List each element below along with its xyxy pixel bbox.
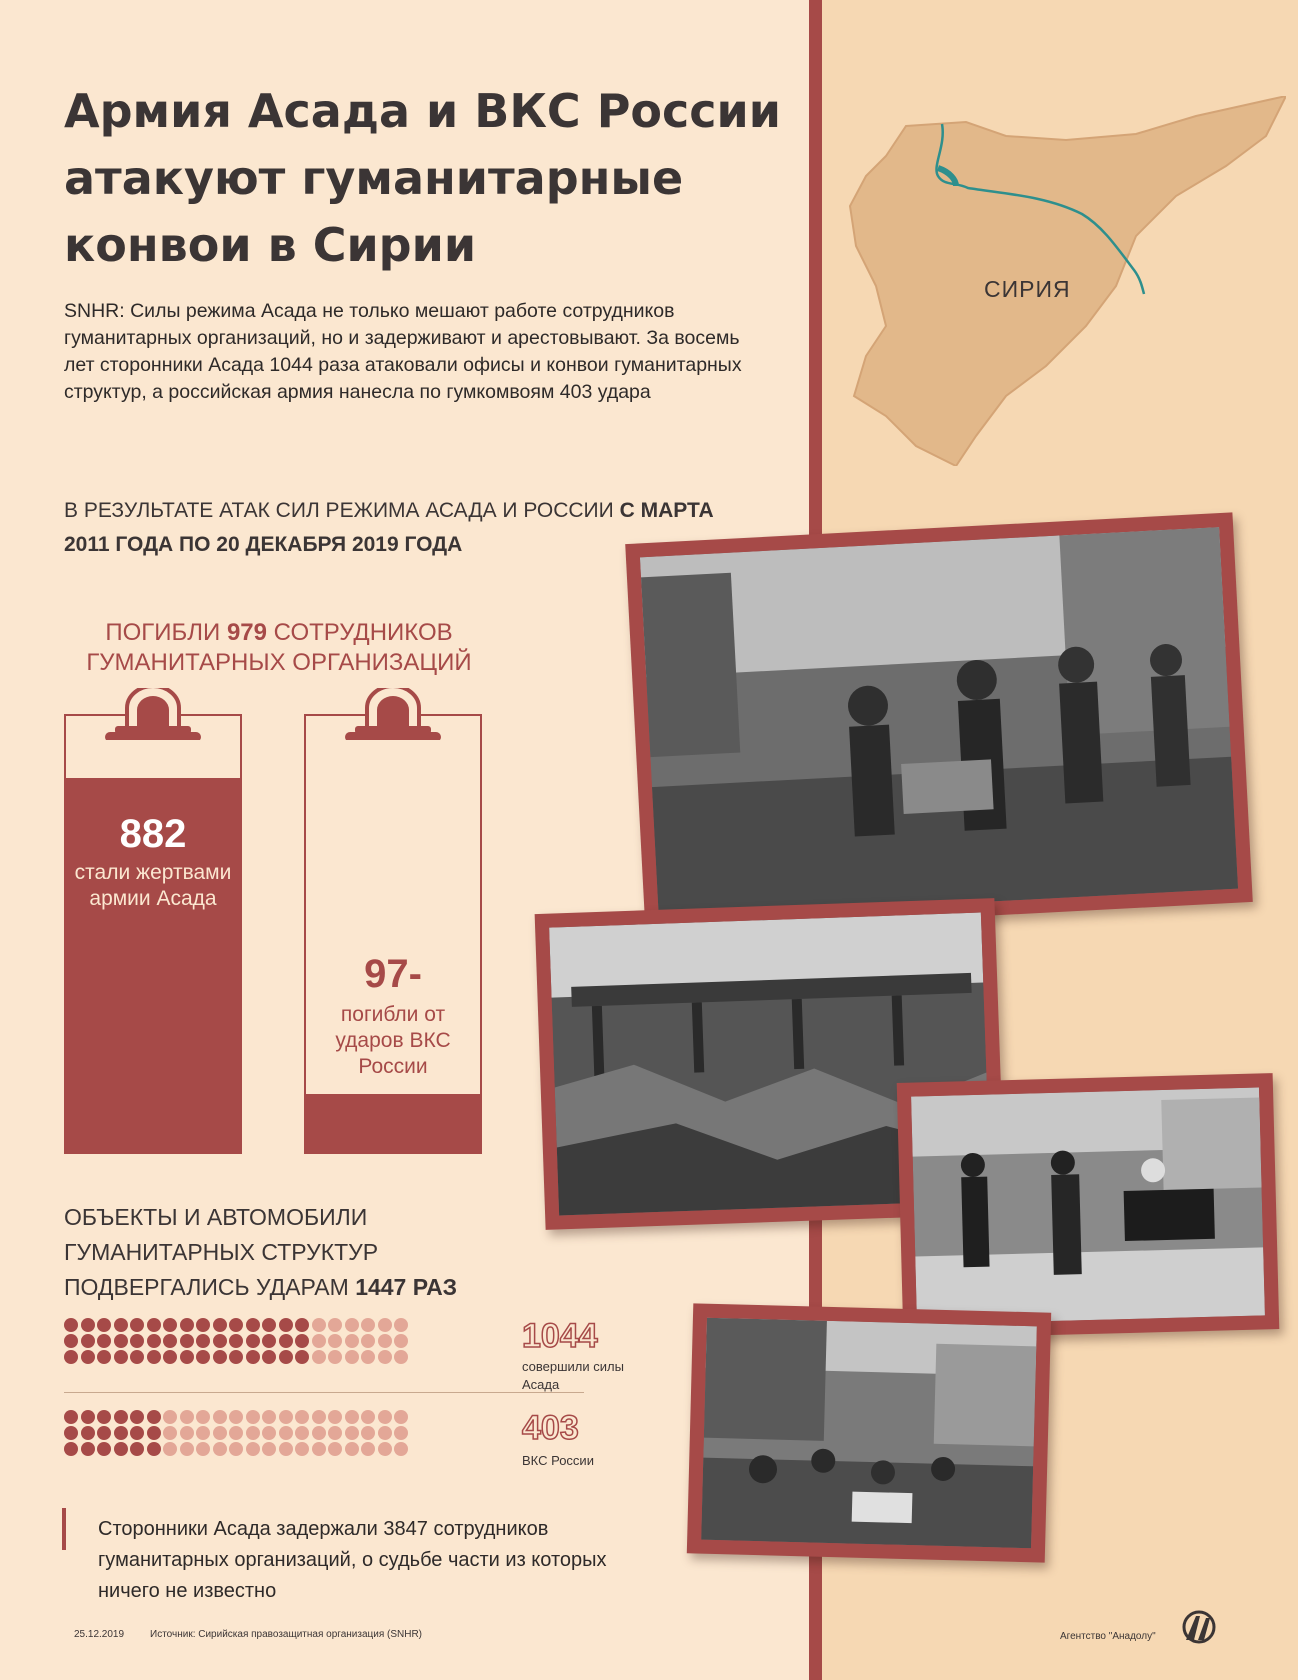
hit-dot: [147, 1426, 161, 1440]
hit-dot: [279, 1350, 293, 1364]
hit-dot: [213, 1318, 227, 1332]
hit-dot: [312, 1334, 326, 1348]
hit-dot: [147, 1350, 161, 1364]
hit-dot: [295, 1442, 309, 1456]
hit-dot: [163, 1410, 177, 1424]
hit-dot: [279, 1426, 293, 1440]
hit-dot: [246, 1442, 260, 1456]
photo-crowd-street-image: [701, 1318, 1037, 1549]
assad-hits-label: совершили силы Асада: [522, 1359, 624, 1392]
hit-dot: [81, 1350, 95, 1364]
hit-dot: [328, 1334, 342, 1348]
hit-dot: [114, 1442, 128, 1456]
hit-dot: [81, 1334, 95, 1348]
hit-dot: [229, 1350, 243, 1364]
hit-dot: [361, 1410, 375, 1424]
hit-dot: [163, 1442, 177, 1456]
hit-dot: [81, 1410, 95, 1424]
hit-dot: [180, 1442, 194, 1456]
page-title: Армия Асада и ВКС России атакуют гуманитарные конвои в Сирии: [64, 84, 782, 272]
dots-separator: [64, 1392, 584, 1393]
assad-victims-column: [64, 714, 242, 1154]
hit-dot: [97, 1410, 111, 1424]
hit-dot: [130, 1318, 144, 1332]
hit-dot: [262, 1410, 276, 1424]
hit-dot: [114, 1410, 128, 1424]
hit-dot: [130, 1442, 144, 1456]
hit-dot: [213, 1410, 227, 1424]
russia-hits-dots: [64, 1410, 408, 1456]
period-text: В РЕЗУЛЬТАТЕ АТАК СИЛ РЕЖИМА АСАДА И РОССИИ: [64, 499, 620, 522]
hit-dot: [196, 1426, 210, 1440]
hit-dot: [328, 1442, 342, 1456]
photo-rescue-stretcher-image: [640, 527, 1238, 919]
hit-dot: [147, 1334, 161, 1348]
assad-victims-value: 882: [119, 812, 187, 856]
hit-dot: [213, 1350, 227, 1364]
hit-dot: [213, 1442, 227, 1456]
hit-dot: [196, 1350, 210, 1364]
footer-date: 25.12.2019: [74, 1629, 125, 1640]
hit-dot: [180, 1426, 194, 1440]
hit-dot: [295, 1350, 309, 1364]
hits-text: ОБЪЕКТЫ И АВТОМОБИЛИ ГУМАНИТАРНЫХ СТРУКТУР ПОДВЕРГАЛИСЬ УДАРАМ: [64, 1204, 379, 1300]
hit-dot: [295, 1410, 309, 1424]
russia-hits-label: ВКС России: [522, 1453, 594, 1468]
hit-dot: [196, 1410, 210, 1424]
hit-dot: [312, 1410, 326, 1424]
hit-dot: [345, 1334, 359, 1348]
hit-dot: [147, 1442, 161, 1456]
hit-dot: [196, 1334, 210, 1348]
detained-note: Сторонники Асада задержали 3847 сотрудников гуманитарных организаций, о судьбе части из которых ничего не известно: [98, 1518, 607, 1602]
hit-dot: [328, 1426, 342, 1440]
hit-dot: [97, 1350, 111, 1364]
russia-victims-label: погибли от ударов ВКС России: [335, 1003, 451, 1078]
hit-dot: [345, 1318, 359, 1332]
hit-dot: [196, 1318, 210, 1332]
hit-dot: [213, 1334, 227, 1348]
footer-source: Источник: Сирийская правозащитная организация (SNHR): [150, 1629, 423, 1640]
hit-dot: [147, 1318, 161, 1332]
hit-dot: [262, 1318, 276, 1332]
hit-dot: [328, 1318, 342, 1332]
hit-dot: [246, 1410, 260, 1424]
killed-prefix: ПОГИБЛИ: [105, 619, 227, 646]
hit-dot: [394, 1442, 408, 1456]
hit-dot: [262, 1426, 276, 1440]
hit-dot: [312, 1318, 326, 1332]
assad-hits-value: 1044: [522, 1317, 598, 1355]
killed-heading: [64, 618, 494, 678]
hit-dot: [246, 1334, 260, 1348]
hit-dot: [130, 1334, 144, 1348]
hit-dot: [394, 1334, 408, 1348]
hit-dot: [180, 1334, 194, 1348]
hit-dot: [312, 1350, 326, 1364]
hit-dot: [378, 1426, 392, 1440]
hit-dot: [378, 1334, 392, 1348]
hit-dot: [262, 1350, 276, 1364]
hit-dot: [295, 1318, 309, 1332]
hit-dot: [97, 1318, 111, 1332]
period-bold: С МАРТА 2011 ГОДА ПО 20 ДЕКАБРЯ 2019 ГОДА: [64, 499, 714, 556]
hit-dot: [64, 1426, 78, 1440]
hit-dot: [81, 1426, 95, 1440]
hit-dot: [97, 1426, 111, 1440]
photo-rescue-stretcher: [625, 512, 1253, 933]
photo-crowd-street: [687, 1303, 1051, 1562]
hit-dot: [394, 1318, 408, 1332]
hit-dot: [312, 1426, 326, 1440]
russia-victims-value: 97-: [364, 952, 422, 996]
hit-dot: [361, 1426, 375, 1440]
hit-dot: [180, 1410, 194, 1424]
hit-dot: [378, 1410, 392, 1424]
killed-number: 979: [226, 619, 267, 646]
hit-dot: [147, 1410, 161, 1424]
hit-dot: [378, 1318, 392, 1332]
hit-dot: [229, 1318, 243, 1332]
hit-dot: [378, 1350, 392, 1364]
hit-dot: [64, 1350, 78, 1364]
hit-dot: [246, 1350, 260, 1364]
hit-dot: [345, 1442, 359, 1456]
assad-victims-label: стали жертвами армии Асада: [74, 861, 232, 910]
hit-dot: [345, 1350, 359, 1364]
hit-dot: [246, 1426, 260, 1440]
map-label: СИРИЯ: [984, 276, 1071, 302]
hit-dot: [328, 1350, 342, 1364]
hit-dot: [97, 1334, 111, 1348]
hit-dot: [229, 1442, 243, 1456]
hit-dot: [361, 1318, 375, 1332]
hit-dot: [279, 1318, 293, 1332]
hits-heading: [64, 1200, 524, 1305]
russia-victims-column: [304, 714, 482, 1154]
killed-suffix: СОТРУДНИКОВ ГУМАНИТАРНЫХ ОРГАНИЗАЦИЙ: [86, 619, 472, 676]
hit-dot: [279, 1410, 293, 1424]
hit-dot: [262, 1334, 276, 1348]
hit-dot: [295, 1334, 309, 1348]
aa-logo: [1180, 1610, 1218, 1644]
hit-dot: [180, 1318, 194, 1332]
hit-dot: [114, 1334, 128, 1348]
hit-dot: [81, 1442, 95, 1456]
hit-dot: [361, 1350, 375, 1364]
hit-dot: [81, 1318, 95, 1332]
tombstone-icon: [345, 688, 441, 750]
hit-dot: [328, 1410, 342, 1424]
hit-dot: [64, 1334, 78, 1348]
hit-dot: [64, 1442, 78, 1456]
hits-bold: 1447 РАЗ: [355, 1274, 458, 1300]
hit-dot: [196, 1442, 210, 1456]
hit-dot: [213, 1426, 227, 1440]
hit-dot: [378, 1442, 392, 1456]
hit-dot: [163, 1426, 177, 1440]
hit-dot: [114, 1318, 128, 1332]
hit-dot: [64, 1410, 78, 1424]
tombstone-icon: [105, 688, 201, 750]
hit-dot: [312, 1442, 326, 1456]
photo-carrying-victim: [897, 1073, 1280, 1339]
hit-dot: [163, 1318, 177, 1332]
hit-dot: [345, 1410, 359, 1424]
russia-victims-fill: [306, 1094, 480, 1152]
assad-hits-dots: [64, 1318, 408, 1364]
hit-dot: [229, 1410, 243, 1424]
russia-hits-value: 403: [522, 1409, 579, 1447]
hit-dot: [229, 1426, 243, 1440]
photo-carrying-victim-image: [911, 1087, 1265, 1324]
hit-dot: [130, 1350, 144, 1364]
hit-dot: [279, 1442, 293, 1456]
hit-dot: [180, 1350, 194, 1364]
hit-dot: [229, 1334, 243, 1348]
hit-dot: [262, 1442, 276, 1456]
hit-dot: [345, 1426, 359, 1440]
hit-dot: [295, 1426, 309, 1440]
intro-text: SNHR: Силы режима Асада не только мешают работе сотрудников гуманитарных организаций, но и задерживают и арестовывают. За восемь лет сторонники Асада 1044 раза атаковали офисы и конвои гуманитарных структур, а российская армия нанесла по гумкомвоям 403 удара: [64, 300, 742, 403]
hit-dot: [246, 1318, 260, 1332]
hit-dot: [114, 1350, 128, 1364]
hit-dot: [114, 1426, 128, 1440]
hit-dot: [97, 1442, 111, 1456]
hit-dot: [394, 1350, 408, 1364]
hit-dot: [64, 1318, 78, 1332]
footer-agency: Агентство "Анадолу": [1060, 1631, 1156, 1642]
hit-dot: [361, 1334, 375, 1348]
hit-dot: [394, 1426, 408, 1440]
hit-dot: [163, 1334, 177, 1348]
note-accent-bar: [62, 1508, 66, 1550]
hit-dot: [361, 1442, 375, 1456]
hit-dot: [130, 1410, 144, 1424]
hit-dot: [163, 1350, 177, 1364]
hit-dot: [394, 1410, 408, 1424]
hit-dot: [279, 1334, 293, 1348]
hit-dot: [130, 1426, 144, 1440]
